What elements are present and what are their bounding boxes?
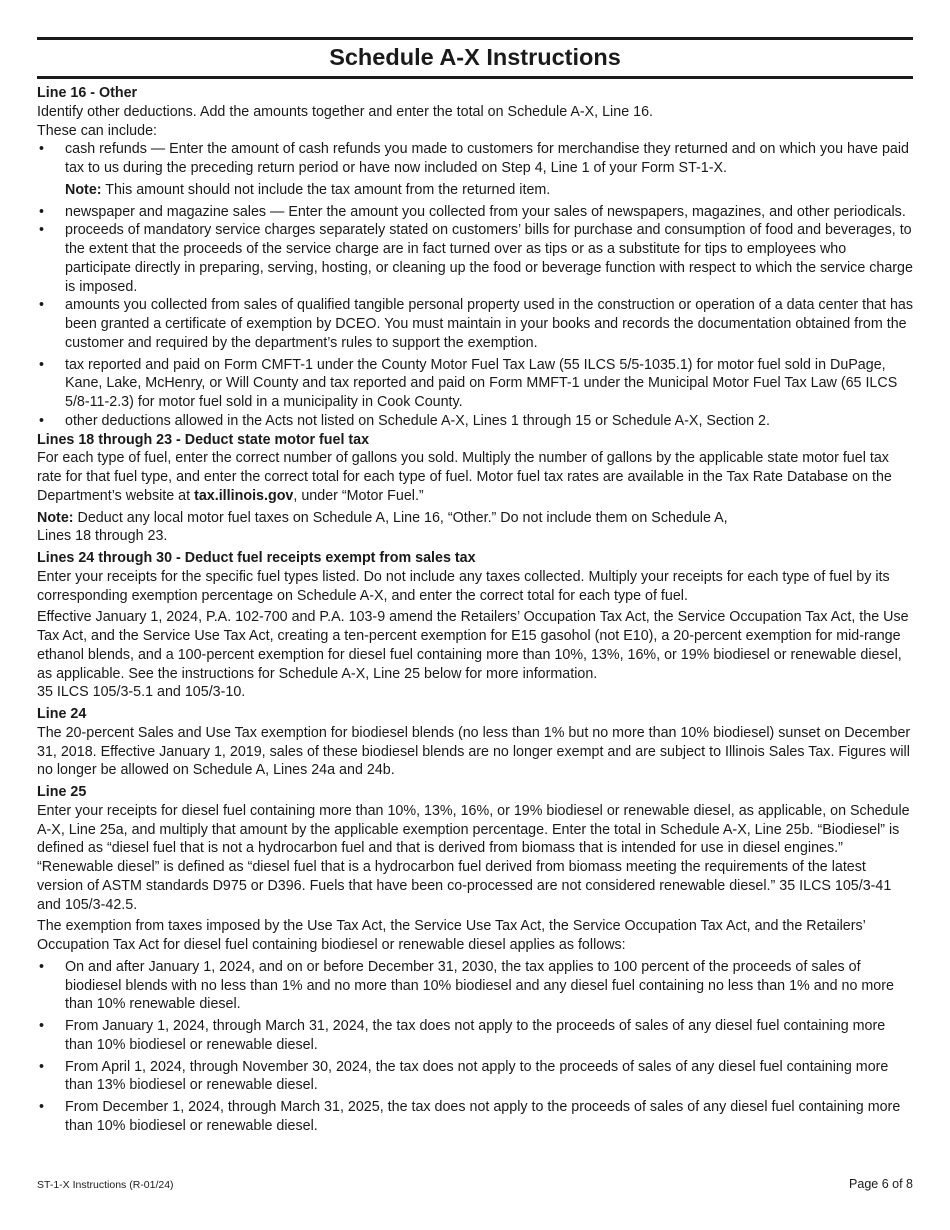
line16-list-cont: [37, 203, 913, 431]
bullet: •: [39, 1018, 45, 1034]
form-identifier: ST-1-X Instructions (R-01/24): [37, 1179, 174, 1191]
list-item: • On and after January 1, 2024, and on or before December 31, 2030, the tax applies to 100 percent of the proceeds of sales of biodiesel blends with no less than 1% and no more than 10% biodiesel and any diesel fuel containing no less than 1% and no more than 10% renewable diesel.: [39, 958, 894, 1013]
bullet: •: [39, 958, 45, 975]
lines24-30-para-2: Effective January 1, 2024, P.A. 102-700 and P.A. 103-9 amend the Retailers’ Occupation Tax Act, the Service Occupation Tax Act, the Use Tax Act, and the Service Use Tax Act, creating a ten-percent exemption for E15 gasohol (not E10), a 20-percent exemption for mid-range ethanol blends, and a 100-percent exemption for diesel fuel containing more than 10%, 13%, 16%, or 19% biodiesel or renewable diesel, as applicable. See the instructions for Schedule A-X, Line 25 below for more information. 35 ILCS 105/3-5.1 and 105/3-10.: [37, 609, 909, 701]
list-item: • other deductions allowed in the Acts not listed on Schedule A-X, Lines 1 through 15 or Schedule A-X, Section 2.: [39, 412, 770, 429]
lines24-30-heading: Lines 24 through 30 - Deduct fuel receipts exempt from sales tax: [37, 550, 476, 566]
list-item: • amounts you collected from sales of qualified tangible personal property used in the construction or operation of a data center that has been granted a certificate of exemption by DCEO. You must maintain in your books and records the documentation obtained from the customer and required by the department’s rules to support the exemption.: [39, 297, 913, 351]
list-item: • tax reported and paid on Form CMFT-1 under the County Motor Fuel Tax Law (55 ILCS 5/5-1035.1) for motor fuel sold in DuPage, Kane, Lake, McHenry, or Will County and tax reported and paid on Form MMFT-1 under the Municipal Motor Fuel Tax Law (65 ILCS 5/8-11-2.3) for motor fuel sold in a municipality in Cook County.: [39, 356, 898, 410]
page-title: Schedule A-X Instructions: [329, 44, 621, 70]
line24-heading: Line 24: [37, 706, 87, 722]
bullet: •: [39, 203, 45, 220]
list-item: • proceeds of mandatory service charges separately stated on customers’ bills for purchase and consumption of food and beverages, to the extent that the proceeds of the service charge are in fact turned over as tips or as a substitute for tips to employees who participate directly in preparing, serving, hosting, or cleaning up the food or beverage function with respect to which the service charge is imposed.: [39, 222, 913, 295]
lines18-23-heading: Lines 18 through 23 - Deduct state motor fuel tax: [37, 431, 370, 448]
bullet: •: [39, 222, 45, 239]
list-item: • newspaper and magazine sales — Enter the amount you collected from your sales of newspapers, magazines, and other periodicals.: [39, 203, 906, 220]
line25-list: [37, 958, 913, 1136]
line25-para: Enter your receipts for diesel fuel containing more than 10%, 13%, 16%, or 19% biodiesel or renewable diesel, as applicable, on Schedule A-X, Line 25a, and multiply that amount by the applicable exemption percentage. Enter the total in Schedule A-X, Line 25b. “Biodiesel” is defined as “diesel fuel that is not a hydrocarbon fuel and that is derived from biomass that is intended for use in diesel engines.” “Renewable diesel” is defined as “diesel fuel that is a hydrocarbon fuel derived from biomass meeting the requirements of the latest version of ASTM standards D975 or D396. Fuels that have been co-processed are not considered renewable diesel.” 35 ILCS 105/3-41 and 105/3-42.5.: [37, 802, 910, 913]
list-item: • From April 1, 2024, through November 30, 2024, the tax does not apply to the proceeds of sales of any diesel fuel containing more than 13% biodiesel or renewable diesel.: [39, 1058, 889, 1094]
bullet: •: [39, 297, 45, 314]
line25-para-2: The exemption from taxes imposed by the Use Tax Act, the Service Use Tax Act, the Service Occupation Tax Act, and the Retailers’ Occupation Tax Act for diesel fuel containing biodiesel or renewable diesel applies as follows:: [37, 918, 866, 953]
lines18-23-note: Note: Deduct any local motor fuel taxes on Schedule A, Line 16, “Other.” Do not include them on Schedule A, Lines 18 through 23.: [37, 509, 728, 545]
list-item: • From December 1, 2024, through March 31, 2025, the tax does not apply to the proceeds of sales of any diesel fuel containing more than 10% biodiesel or renewable diesel.: [39, 1099, 901, 1134]
bullet: •: [39, 1099, 45, 1115]
bullet: •: [39, 141, 45, 158]
line16-intro: Identify other deductions. Add the amounts together and enter the total on Schedule A-X, Line 16.: [37, 103, 653, 120]
bullet: •: [39, 356, 45, 373]
page-number: Page 6 of 8: [849, 1177, 913, 1191]
list-item: • cash refunds — Enter the amount of cash refunds you made to customers for merchandise they returned and on which you have paid tax to us during the preceding return period or have now included on Step 4, Line 1 of your Form ST-1-X.: [39, 141, 909, 176]
line16-heading: Line 16 - Other: [37, 85, 138, 101]
line25-heading: Line 25: [37, 784, 87, 800]
instructions-body: [37, 79, 913, 1136]
lines24-30-para: Enter your receipts for the specific fuel types listed. Do not include any taxes collected. Multiply your receipts for each type of fuel by its corresponding exemption percentage on Schedule A-X, and enter the correct total for each type of fuel.: [37, 568, 890, 604]
line16-intro-2: These can include:: [37, 122, 158, 139]
lines18-23-para: For each type of fuel, enter the correct number of gallons you sold. Multiply the number of gallons by the applicable state motor fuel tax rate for that fuel type, and enter the correct total for each type of fuel. Motor fuel tax rates are available in the Tax Rate Database on the Department’s website at tax.illinois.gov, under “Motor Fuel.”: [37, 450, 892, 504]
line16-list: [37, 140, 913, 178]
bullet: •: [39, 1058, 45, 1075]
line16-note: Note: This amount should not include the tax amount from the returned item.: [65, 181, 551, 198]
document-page: [37, 37, 913, 1139]
bullet: •: [39, 412, 45, 429]
line24-para: The 20-percent Sales and Use Tax exemption for biodiesel blends (no less than 1% but no more than 10% biodiesel) sunset on December 31, 2018. Effective January 1, 2019, sales of these biodiesel blends are no longer exempt and are subject to Illinois Sales Tax. Figures will no longer be allowed on Schedule A, Lines 24a and 24b.: [37, 724, 911, 779]
website-link[interactable]: tax.illinois.gov: [194, 487, 294, 504]
list-item: • From January 1, 2024, through March 31, 2024, the tax does not apply to the proceeds of sales of any diesel fuel containing more than 10% biodiesel or renewable diesel.: [39, 1018, 886, 1053]
